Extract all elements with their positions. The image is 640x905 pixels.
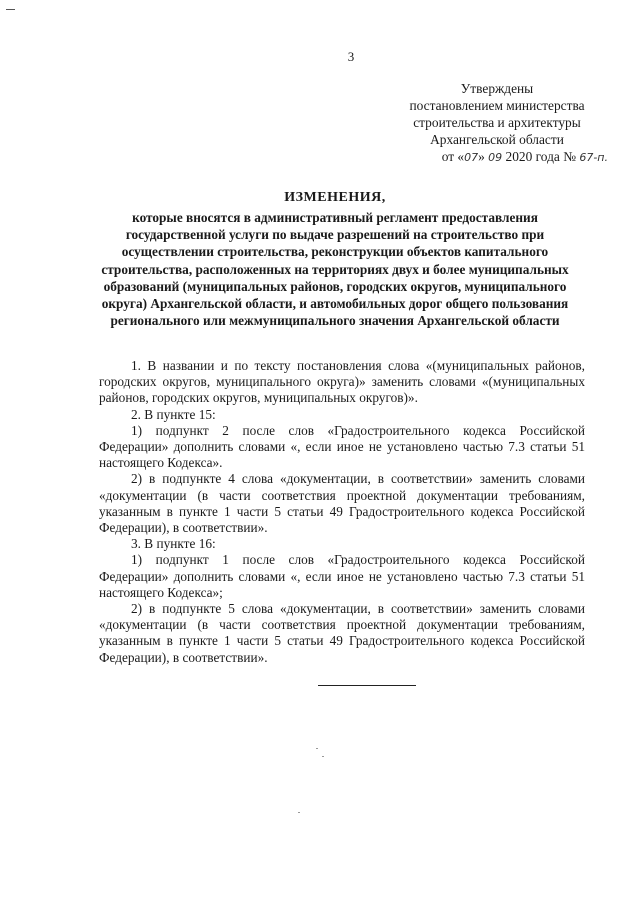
- document-body: [99, 358, 585, 666]
- scan-speck: [316, 748, 318, 749]
- paragraph-4: 2) в подпункте 4 слова «документации, в соответствии» заменить словами «документации (в части соответствия проектной документации требованиям, указанным в пункте 1 части 5 статьи 49 Градостроительного кодекса Российской Федерации), в соответствии».: [99, 471, 585, 536]
- approval-block: [372, 80, 622, 166]
- page-number: 3: [347, 49, 355, 64]
- paragraph-3: 1) подпункт 2 после слов «Градостроительного кодекса Российской Федерации» дополнить словами «, если иное не установлено частью 7.3 статьи 51 настоящего Кодекса».: [99, 422, 585, 471]
- doc-number-handwritten: 67-п.: [579, 151, 608, 164]
- document-subtitle: которые вносятся в административный регламент предоставления государственной услуги по выдаче разрешений на строительство при осуществлении строительства, реконструкции объектов капитального строительства, расположенных на территориях двух и более муниципальных образований (муниципальных районов, городских округов, муниципального округа) Архангельской области, и автомобильных дорог общего пользования регионального или межмуниципального значения Архангельской области: [101, 210, 569, 329]
- approval-line-2: постановлением министерства: [409, 98, 585, 113]
- paragraph-5: 3. В пункте 16:: [131, 536, 216, 552]
- approval-date-line: [372, 148, 622, 166]
- date-month-handwritten: 09: [488, 151, 503, 164]
- approval-line-4: Архангельской области: [430, 132, 564, 147]
- scan-speck: [322, 756, 324, 757]
- document-title: ИЗМЕНЕНИЯ,: [284, 190, 386, 205]
- paragraph-2: 2. В пункте 15:: [131, 406, 216, 422]
- end-divider: [318, 685, 416, 686]
- approval-line-3: строительства и архитектуры: [413, 115, 581, 130]
- scan-speck: [298, 812, 300, 813]
- scan-mark: [6, 9, 15, 10]
- paragraph-1: 1. В названии и по тексту постановления слова «(муниципальных районов, городских округов, муниципального округа)» заменить словами «(муниципальных районов, городских округов, муниципальных округов)».: [99, 358, 585, 406]
- date-mid: »: [478, 149, 489, 164]
- date-year: 2020 года №: [502, 149, 580, 164]
- approval-line-1: Утверждены: [460, 81, 534, 96]
- date-prefix: от «: [441, 149, 465, 164]
- paragraph-6: 1) подпункт 1 после слов «Градостроительного кодекса Российской Федерации» дополнить словами «, если иное не установлено частью 7.3 статьи 51 настоящего Кодекса»;: [99, 552, 585, 600]
- paragraph-7: 2) в подпункте 5 слова «документации, в соответствии» заменить словами «документации (в части соответствия проектной документации требованиям, указанным в пункте 1 части 5 статьи 49 Градостроительного кодекса Российской Федерации), в соответствии».: [99, 601, 585, 665]
- date-day-handwritten: 07: [464, 151, 479, 164]
